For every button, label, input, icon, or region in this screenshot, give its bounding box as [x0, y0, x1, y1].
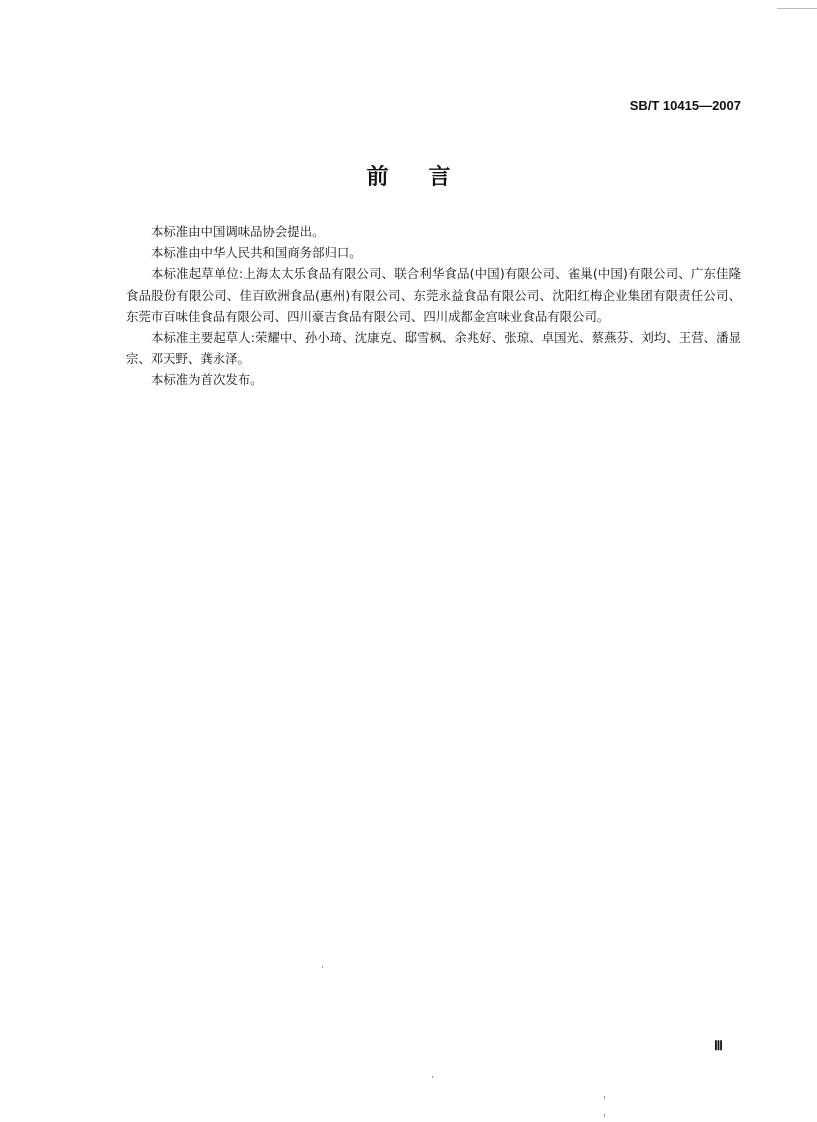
scan-speck [604, 1114, 605, 1117]
paragraph-proposer: 本标准由中国调味品协会提出。 [151, 224, 325, 239]
title-char-2: 言 [428, 165, 451, 190]
scan-edge-line [777, 8, 817, 9]
paragraph-first-issue: 本标准为首次发布。 [151, 372, 263, 388]
scan-speck [604, 1096, 605, 1099]
scan-speck [322, 966, 323, 968]
paragraph-administration: 本标准由中华人民共和国商务部归口。 [151, 245, 362, 261]
standard-code: SB/T 10415—2007 [629, 98, 741, 113]
paragraph-drafters: 本标准主要起草人:荣耀中、孙小琦、沈康克、邸雪枫、余兆好、张琼、卓国光、蔡燕芬、刘均、王营、潘显宗、邓天野、龚永泽。 [126, 330, 741, 367]
page-title [0, 160, 817, 191]
scan-speck [432, 1076, 433, 1078]
foreword-body [126, 221, 741, 391]
title-char-1: 前 [366, 165, 389, 190]
page-number: Ⅲ [714, 1038, 723, 1053]
paragraph-drafting-units: 本标准起草单位:上海太太乐食品有限公司、联合利华食品(中国)有限公司、雀巢(中国)有限公司、广东佳隆食品股份有限公司、佳百欧洲食品(惠州)有限公司、东莞永益食品有限公司、沈阳红梅企业集团有限责任公司、东莞市百味佳食品有限公司、四川豪吉食品有限公司、四川成都金宫味业食品有限公司。 [126, 266, 741, 324]
